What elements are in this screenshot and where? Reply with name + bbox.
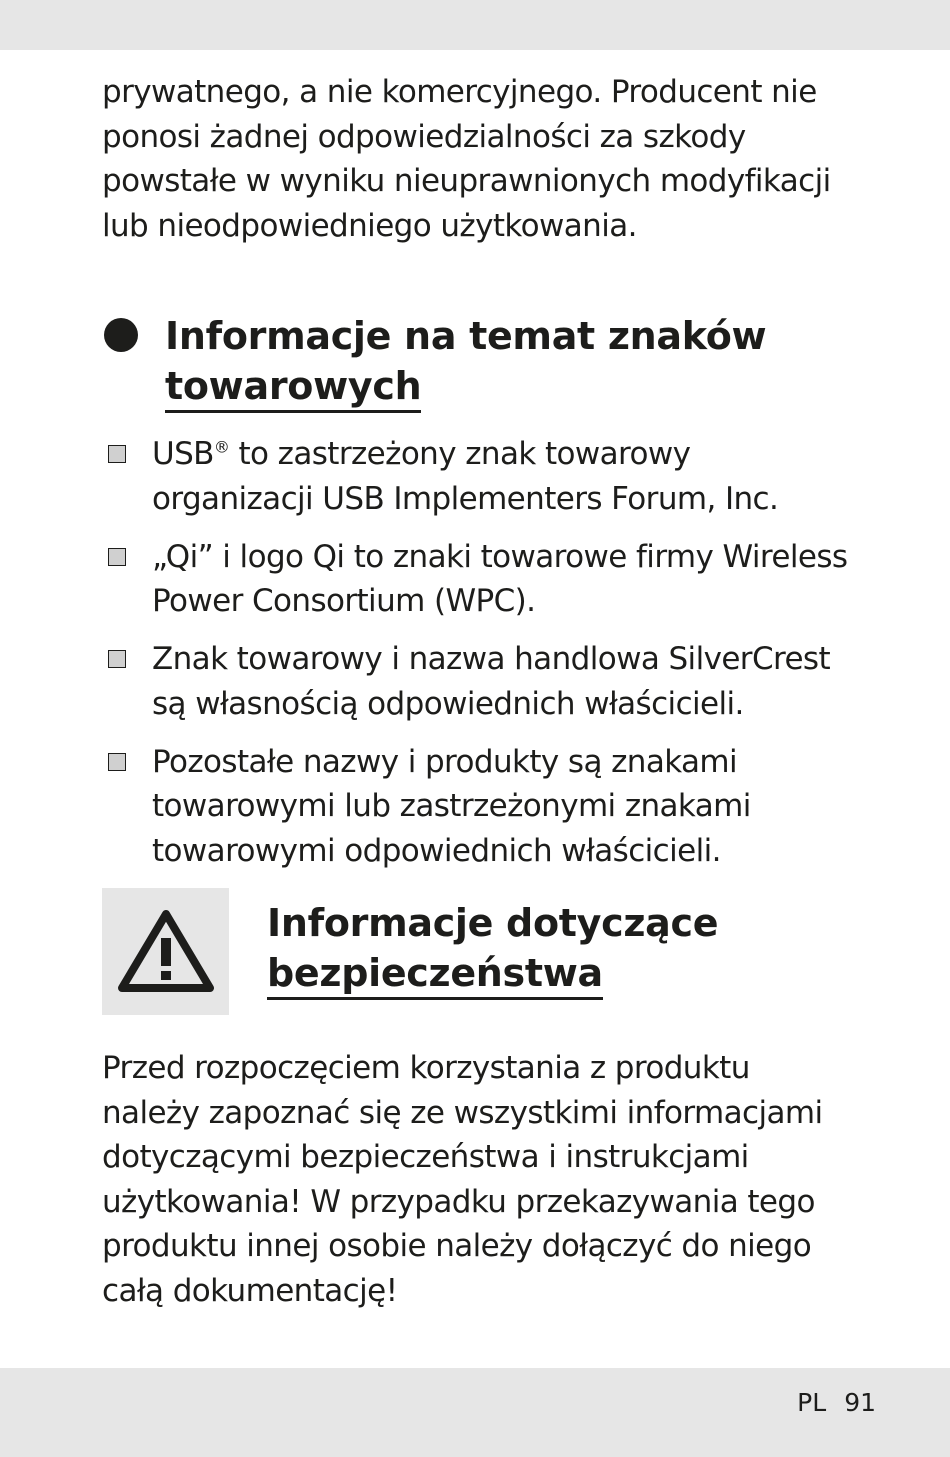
- intro-line: lub nieodpowiedniego użytkowania.: [102, 207, 637, 244]
- safety-line: całą dokumentację!: [102, 1272, 398, 1309]
- list-item: USB® to zastrzeżony znak towarowy organizacji USB Implementers Forum, Inc.: [104, 432, 904, 521]
- warning-box: [102, 888, 229, 1015]
- trademark-heading: Informacje na temat znaków towarowych: [165, 311, 925, 413]
- intro-line: ponosi żadnej odpowiedzialności za szkody: [102, 118, 746, 155]
- square-bullet-icon: [108, 445, 126, 463]
- square-bullet-icon: [108, 548, 126, 566]
- square-bullet-icon: [108, 753, 126, 771]
- list-item: Znak towarowy i nazwa handlowa SilverCrest są własnością odpowiednich właścicieli.: [104, 637, 904, 726]
- section-bullet-icon: [104, 318, 138, 352]
- list-item: Pozostałe nazwy i produkty są znakami towarowymi lub zastrzeżonymi znakami towarowymi odpowiednich właścicieli.: [104, 740, 904, 874]
- safety-heading: Informacje dotyczące bezpieczeństwa: [267, 898, 887, 1000]
- safety-paragraph: [102, 1046, 902, 1313]
- page-footer: [797, 1387, 876, 1419]
- intro-line: powstałe w wyniku nieuprawnionych modyfikacji: [102, 163, 831, 199]
- intro-line: prywatnego, a nie komercyjnego. Producent nie: [102, 74, 817, 110]
- page-number: 91: [844, 1388, 876, 1417]
- square-bullet-icon: [108, 650, 126, 668]
- warning-triangle-icon: [116, 908, 216, 994]
- list-item: „Qi” i logo Qi to znaki towarowe firmy Wireless Power Consortium (WPC).: [104, 535, 904, 624]
- safety-line: należy zapoznać się ze wszystkimi informacjami: [102, 1094, 823, 1131]
- safety-line: Przed rozpoczęciem korzystania z produktu: [102, 1050, 750, 1086]
- header-band: [0, 0, 950, 50]
- safety-line: produktu innej osobie należy dołączyć do niego: [102, 1228, 812, 1264]
- safety-line: dotyczącymi bezpieczeństwa i instrukcjami: [102, 1139, 749, 1175]
- safety-line: użytkowania! W przypadku przekazywania tego: [102, 1183, 815, 1220]
- language-code: PL: [797, 1388, 827, 1417]
- trademark-list: [104, 432, 904, 887]
- intro-paragraph: [102, 70, 902, 248]
